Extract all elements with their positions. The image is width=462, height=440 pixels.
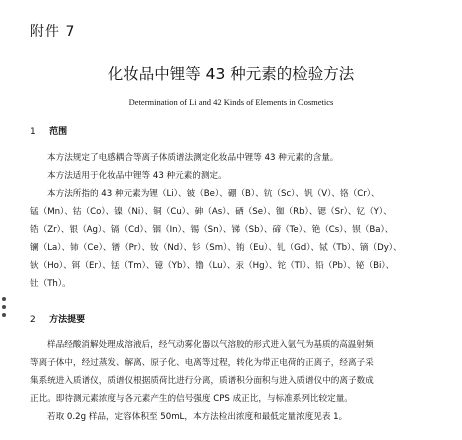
text-line: 本方法适用于化妆品中锂等 43 种元素的测定。 [47,171,227,181]
section-heading-scope [30,124,67,137]
text-line: 本方法规定了电感耦合等离子体质谱法测定化妆品中锂等 43 种元素的含量。 [47,153,339,163]
text-line: 镧（La）、铈（Ce）、镨（Pr）、钕（Nd）、钐（Sm）、铕（Eu）、钆（Gd）、铽（Tb）、镝（Dy）、 [30,243,402,253]
document-subtitle: Determination of Li and 42 Kinds of Elements in Cosmetics [128,97,334,107]
section-body-principle [30,336,438,426]
text-line: 本方法所指的 43 种元素为锂（Li）、铍（Be）、硼（B）、钪（Sc）、钒（V）、铬（Cr）、 [47,189,380,199]
text-line: 等离子体中，经过蒸发、解离、原子化、电离等过程，转化为带正电荷的正离子，经离子采 [30,358,374,368]
section-body-scope [30,149,438,293]
text-line: 正比。即待测元素浓度与各元素产生的信号强度 CPS 成正比，与标准系列比较定量。 [30,394,353,404]
section-title: 方法提要 [49,315,86,325]
document-title: 化妆品中锂等 43 种元素的检验方法 [107,65,355,83]
text-line: 钍（Th）。 [30,279,71,289]
section-number: 1 [30,127,36,137]
text-line: 钬（Ho）、铒（Er）、铥（Tm）、镱（Yb）、镥（Lu）、汞（Hg）、铊（Tl）、铅（Pb）、铋（Bi）、 [30,261,395,271]
text-line: 锰（Mn）、钴（Co）、镍（Ni）、铜（Cu）、砷（As）、硒（Se）、铷（Rb）、锶（Sr）、钇（Y）、 [30,207,392,217]
section-number: 2 [30,315,36,325]
section-title: 范围 [49,127,68,137]
text-line: 锆（Zr）、银（Ag）、镉（Cd）、铟（In）、锡（Sn）、锑（Sb）、碲（Te）、铯（Cs）、钡（Ba）、 [30,225,394,235]
margin-handle-icon[interactable] [2,297,8,321]
text-line: 若取 0.2g 样品，定容体积至 50mL，本方法检出浓度和最低定量浓度见表 1。 [47,412,348,422]
attachment-label: 附件 7 [30,24,76,40]
section-heading-principle [30,312,85,325]
text-line: 样品经酸消解处理成溶液后，经气动雾化器以气溶胶的形式进入氩气为基质的高温射频 [47,340,374,350]
text-line: 集系统进入质谱仪，质谱仪根据质荷比进行分离，质谱积分面积与进入质谱仪中的离子数成 [30,376,374,386]
